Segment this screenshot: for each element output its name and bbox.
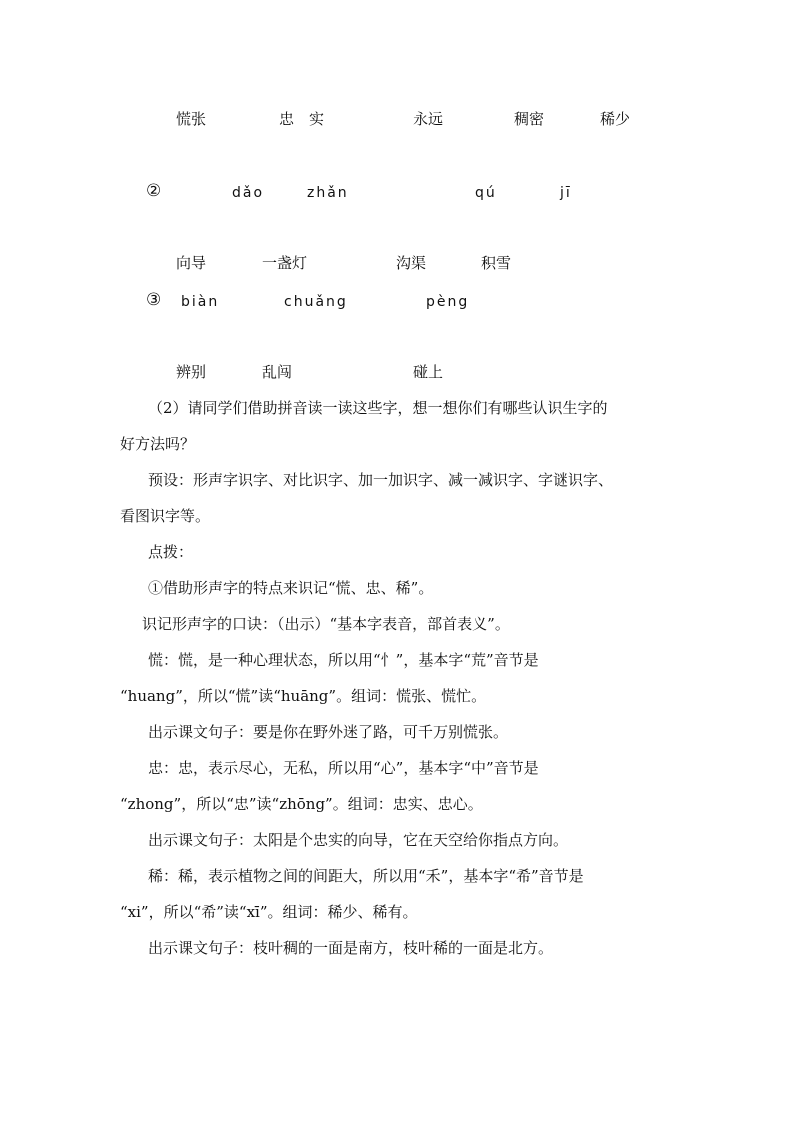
item-marker: ③ [146,290,162,310]
vocab-word: 忠 实 [279,110,325,128]
vocab-word: 稠密 [514,110,545,128]
paragraph-line: 点拨： [148,543,194,561]
paragraph-line: ①借助形声字的特点来识记“慌、忠、稀”。 [148,579,434,597]
vocab-word: 沟渠 [396,254,427,272]
vocab-word: 乱闯 [262,363,293,381]
paragraph-line: 忠：忠，表示尽心，无私，所以用“心”，基本字“中”音节是 [148,759,539,777]
paragraph-line: “zhong”，所以“忠”读“zhōng”。组词：忠实、忠心。 [120,795,483,813]
paragraph-line: “xi”，所以“希”读“xī”。组词：稀少、稀有。 [120,903,418,921]
paragraph-line: 好方法吗？ [120,435,196,453]
paragraph-line: 识记形声字的口诀：（出示）“基本字表音，部首表义”。 [142,615,510,633]
paragraph-line: 慌：慌，是一种心理状态，所以用“忄”，基本字“荒”音节是 [148,651,539,669]
paragraph-line: “huang”，所以“慌”读“huāng”。组词：慌张、慌忙。 [120,687,487,705]
paragraph-line: 看图识字等。 [120,507,211,525]
paragraph-line: 出示课文句子：枝叶稠的一面是南方，枝叶稀的一面是北方。 [148,939,554,957]
vocab-word: 积雪 [481,254,512,272]
paragraph-line: 稀：稀，表示植物之间的间距大，所以用“禾”，基本字“希”音节是 [148,867,584,885]
vocab-word: 碰上 [413,363,444,381]
pinyin-text: pèng [426,294,470,310]
vocab-word: 慌张 [176,110,207,128]
vocab-word: 一盏灯 [262,254,308,272]
pinyin-text: chuǎng [284,294,348,310]
vocab-word: 稀少 [600,110,631,128]
paragraph-line: 出示课文句子：太阳是个忠实的向导，它在天空给你指点方向。 [148,831,569,849]
paragraph-line: 预设：形声字识字、对比识字、加一加识字、减一减识字、字谜识字、 [148,471,614,489]
pinyin-text: dǎo [232,185,265,201]
paragraph-line: 出示课文句子：要是你在野外迷了路，可千万别慌张。 [148,723,509,741]
vocab-word: 向导 [176,254,207,272]
pinyin-text: jī [560,185,572,201]
vocab-word: 辨别 [176,363,207,381]
pinyin-text: qú [475,185,497,201]
item-marker: ② [146,181,162,201]
vocab-word: 永远 [413,110,444,128]
pinyin-text: biàn [181,294,220,310]
paragraph-line: （2）请同学们借助拼音读一读这些字，想一想你们有哪些认识生字的 [148,399,608,417]
pinyin-text: zhǎn [307,185,349,201]
